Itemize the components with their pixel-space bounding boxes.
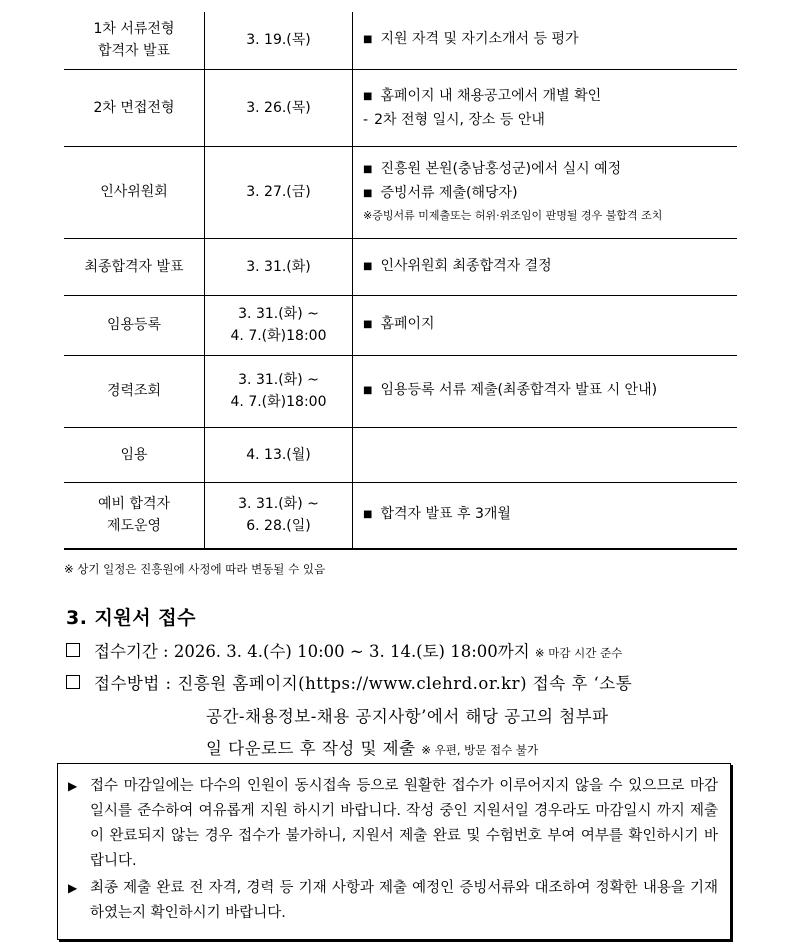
detail-line [363,379,737,403]
detail-line [363,313,737,337]
date-text: 3. 26.(목) [246,99,311,116]
stage-text: 1차 서류전형 [93,21,175,38]
date-cell [205,482,353,549]
checkbox-square-icon [66,675,80,689]
date-text: 3. 31.(화) ~ [238,306,319,322]
table-row [64,146,737,238]
detail-text: 증빙서류 제출(해당자) [380,185,518,201]
detail-line [363,503,737,527]
detail-line [363,158,737,182]
detail-text: 임용등록 서류 제출(최종합격자 발표 시 안내) [380,382,658,398]
detail-text: 인사위원회 최종합격자 결정 [380,257,552,274]
method-text: 일 다운로드 후 작성 및 제출 [206,739,416,758]
method-text: : 진흥원 홈페이지(https://www.clehrd.or.kr) 접속 후 ‘소통 [165,674,633,693]
square-bullet-icon: ■ [363,385,373,396]
section-title: 3. 지원서 접수 [66,607,196,629]
notice-box [57,763,731,940]
date-text: 4. 13.(월) [246,446,311,463]
method-item [66,670,632,694]
stage-text: 합격자 발표 [97,43,171,60]
period-note: ※ 마감 시간 준수 [534,646,623,660]
stage-cell [64,427,205,482]
stage-text: 임용 [120,446,148,463]
stage-text: 2차 면접전형 [93,99,175,116]
square-bullet-icon: ■ [363,188,373,199]
stage-text: 예비 합격자 [97,496,171,513]
detail-text: 합격자 발표 후 3개월 [380,506,511,523]
detail-line [363,182,737,206]
stage-text: 경력조회 [106,383,162,399]
detail-text: 홈페이지 내 채용공고에서 개별 확인 [380,87,602,104]
table-row [64,355,737,427]
square-bullet-icon: ■ [363,90,373,102]
detail-cell [353,12,738,69]
date-text: 4. 7.(화)18:00 [230,394,327,410]
date-text: 3. 31.(화) ~ [238,372,319,388]
triangle-right-icon: ▶ [68,881,78,895]
detail-text: 진흥원 본원(충남홍성군)에서 실시 예정 [380,161,622,177]
stage-text: 임용등록 [106,317,162,333]
detail-cell [353,482,738,549]
period-item [66,638,622,662]
detail-cell [353,69,738,146]
stage-text: 최종합격자 발표 [84,258,184,275]
detail-text: 2차 전형 일시, 장소 등 안내 [374,111,545,128]
date-cell [205,69,353,146]
detail-cell [353,146,738,238]
notice-paragraph [68,774,718,874]
date-text: 3. 19.(목) [246,32,311,49]
detail-text: 지원 자격 및 자기소개서 등 평가 [380,31,579,48]
notice-text: 최종 제출 완료 전 자격, 경력 등 기재 사항과 제출 예정인 증빙서류와 대조하여 정확한 내용을 기재하였는지 확인하시기 바랍니다. [90,880,718,921]
table-row [64,12,737,69]
detail-cell [353,355,738,427]
detail-subnote: ※증빙서류 미제출또는 허위·위조임이 판명될 경우 불합격 조치 [363,209,663,222]
detail-cell [353,427,738,482]
date-cell [205,12,353,69]
stage-cell [64,12,205,69]
detail-line [363,109,737,131]
stage-text: 제도운영 [106,518,162,535]
method-note: ※ 우편, 방문 접수 불가 [421,743,539,757]
stage-cell [64,482,205,549]
date-cell [205,295,353,355]
stage-cell [64,295,205,355]
period-value: : 2026. 3. 4.(수) 10:00 ~ 3. 14.(토) 18:00까지 [163,642,530,661]
date-cell [205,427,353,482]
table-row [64,69,737,146]
date-cell [205,146,353,238]
date-cell [205,355,353,427]
stage-cell [64,69,205,146]
stage-text: 인사위원회 [100,184,168,200]
triangle-right-icon: ▶ [68,779,78,793]
date-cell [205,238,353,295]
method-line3 [206,735,538,759]
checkbox-square-icon [66,643,80,657]
date-text: 6. 28.(일) [246,518,311,535]
stage-cell [64,355,205,427]
square-bullet-icon: ■ [363,509,373,521]
date-text: 3. 31.(화) ~ [238,496,319,513]
square-bullet-icon: ■ [363,260,373,272]
date-text: 3. 27.(금) [246,184,311,200]
detail-cell [353,238,738,295]
date-text: 4. 7.(화)18:00 [230,328,327,344]
square-bullet-icon: ■ [363,319,373,330]
method-text: 공간-채용정보-채용 공지사항’에서 해당 공고의 첨부파 [206,707,609,726]
detail-line [363,28,737,52]
table-row [64,427,737,482]
detail-line [363,255,737,279]
detail-cell [353,295,738,355]
notice-paragraph [68,876,718,926]
table-row [64,482,737,549]
notice-text: 접수 마감일에는 다수의 인원이 동시접속 등으로 원활한 접수가 이루어지지 않을 수 있으므로 마감 일시를 준수하여 여유롭게 지원 하시기 바랍니다. 작성 중인 지원서일 경우라도 마감일시 까지 제출이 완료되지 않는 경우 접수가 불가하니, 지원서 제출 완료 및 수험번호 부여 여부를 확인하시기 바랍니다. [90,778,718,869]
schedule-table [64,12,737,550]
detail-text: 홈페이지 [380,316,435,332]
period-label: 접수기간 [94,642,158,661]
table-row [64,295,737,355]
square-bullet-icon: ■ [363,34,373,46]
square-bullet-icon: ■ [363,164,373,175]
table-row [64,238,737,295]
date-text: 3. 31.(화) [246,258,311,275]
method-label: 접수방법 [94,674,160,693]
detail-line [363,85,737,109]
schedule-note: ※ 상기 일정은 진흥원에 사정에 따라 변동될 수 있음 [64,562,326,576]
stage-cell [64,146,205,238]
dash-bullet-icon: - [363,111,369,128]
stage-cell [64,238,205,295]
